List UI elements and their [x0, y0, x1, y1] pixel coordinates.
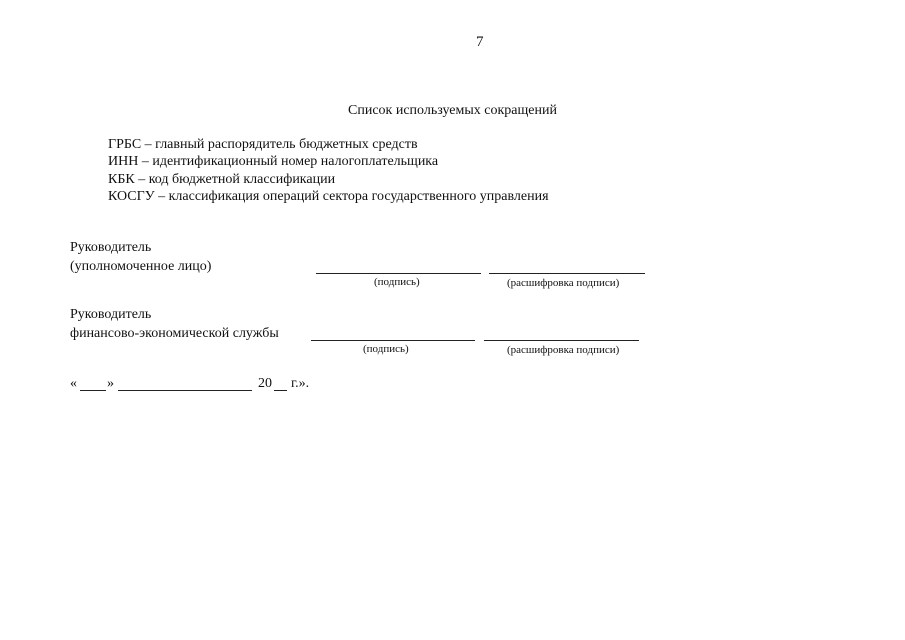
abbreviation-item: КОСГУ – классификация операций сектора государственного управления	[108, 189, 549, 204]
year-suffix: г.».	[291, 376, 310, 391]
signatory-title: Руководитель	[70, 307, 152, 322]
abbreviation-item: КБК – код бюджетной классификации	[108, 172, 336, 187]
year-prefix: 20	[258, 376, 272, 391]
abbreviation-item: ИНН – идентификационный номер налогоплательщика	[108, 154, 439, 169]
signatory-title: Руководитель	[70, 240, 152, 255]
abbreviation-item: ГРБС – главный распорядитель бюджетных средств	[108, 137, 418, 152]
year-blank	[274, 390, 287, 391]
signature-caption: (подпись)	[363, 343, 409, 355]
signature-line	[316, 273, 481, 274]
signatory-role: (уполномоченное лицо)	[70, 259, 212, 274]
signature-line	[311, 340, 475, 341]
decoding-line	[484, 340, 639, 341]
page-number: 7	[476, 34, 484, 50]
day-blank	[80, 390, 106, 391]
decoding-caption: (расшифровка подписи)	[507, 277, 620, 289]
abbreviations-title: Список используемых сокращений	[348, 103, 557, 118]
date-close-quote: »	[107, 376, 114, 391]
date-open-quote: «	[70, 376, 77, 391]
decoding-caption: (расшифровка подписи)	[507, 344, 620, 356]
decoding-line	[489, 273, 645, 274]
signatory-role: финансово-экономической службы	[70, 326, 279, 341]
signature-caption: (подпись)	[374, 276, 420, 288]
month-blank	[118, 390, 252, 391]
